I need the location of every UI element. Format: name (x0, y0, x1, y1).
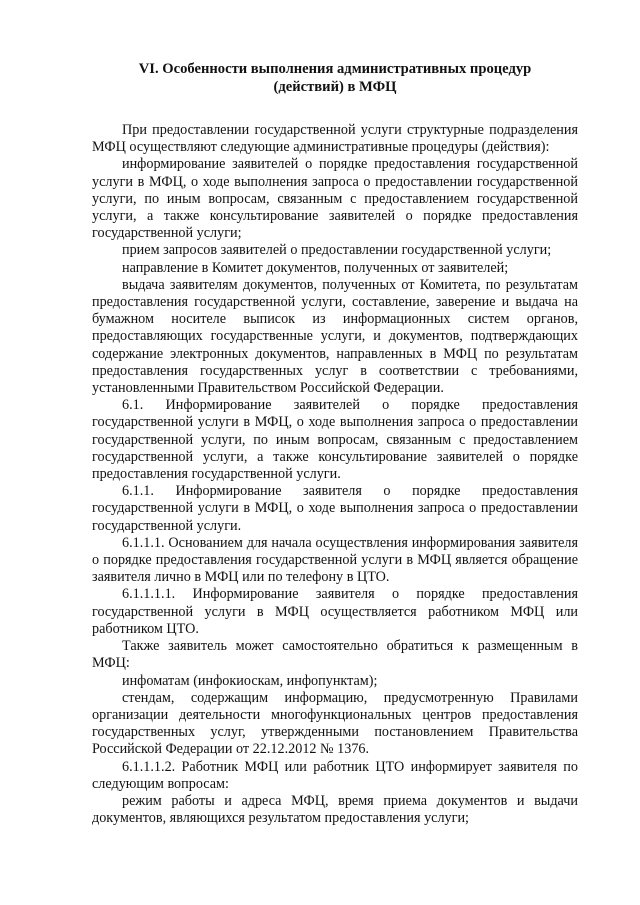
paragraph-list-item: направление в Комитет документов, полученных от заявителей; (122, 259, 509, 276)
section-heading-line-1: VI. Особенности выполнения административных процедур (138, 61, 532, 77)
section-heading (92, 60, 578, 96)
paragraph-list-item: инфоматам (инфокиоскам, инфопунктам); (122, 672, 378, 689)
paragraph-clause-6-1-1-1-2: 6.1.1.1.2. Работник МФЦ или работник ЦТО информирует заявителя по следующим вопросам: (92, 758, 578, 792)
paragraph-list-item: режим работы и адреса МФЦ, время приема документов и выдачи документов, являющихся результатом предоставления услуги; (92, 792, 578, 827)
paragraph-list-item: выдача заявителям документов, полученных от Комитета, по результатам предоставления государственной услуги, составление, заверение и выдача на бумажном носителе выписок из информационных систем органов, предоставляющих государственные услуги, и документов, подтверждающих содержание электронных документов, направленных в МФЦ по результатам предоставления государственных услуг в соответствии с требованиями, установленными Правительством Российской Федерации. (92, 276, 578, 397)
paragraph-list-item: прием запросов заявителей о предоставлении государственной услуги; (122, 242, 552, 259)
paragraph-clause-6-1: 6.1. Информирование заявителей о порядке предоставления государственной услуги в МФЦ, о ходе выполнения запроса о предоставлении государственной услуги, по иным вопросам, связанным с предоставлением государственной услуги, а также консультирование заявителей о порядке предоставления государственной услуги. (92, 397, 578, 483)
paragraph-list-item: стендам, содержащим информацию, предусмотренную Правилами организации деятельности многофункциональных центров предоставления государственных услуг, утвержденными постановлением Правительства Российской Федерации от 22.12.2012 № 1376. (92, 689, 578, 758)
paragraph-self-service: Также заявитель может самостоятельно обратиться к размещенным в МФЦ: (92, 638, 578, 672)
paragraph-list-item: информирование заявителей о порядке предоставления государственной услуги в МФЦ, о ходе выполнения запроса о предоставлении государственной услуги, по иным вопросам, связанным с предоставлением государственной услуги, а также консультирование заявителей о порядке предоставления государственной услуги; (92, 156, 578, 242)
paragraph-clause-6-1-1-1: 6.1.1.1. Основанием для начала осуществления информирования заявителя о порядке предоставления государственной услуги в МФЦ является обращение заявителя лично в МФЦ или по телефону в ЦТО. (92, 534, 578, 586)
paragraph-clause-6-1-1-1-1: 6.1.1.1.1. Информирование заявителя о порядке предоставления государственной услуги в МФЦ осуществляется работником МФЦ или работником ЦТО. (92, 586, 578, 637)
paragraph-clause-6-1-1: 6.1.1. Информирование заявителя о порядке предоставления государственной услуги в МФЦ, о ходе выполнения запроса о предоставлении государственной услуги. (92, 483, 578, 534)
paragraph-intro: При предоставлении государственной услуги структурные подразделения МФЦ осуществляют следующие административные процедуры (действия): (92, 122, 578, 156)
section-heading-line-2: (действий) в МФЦ (273, 79, 397, 95)
